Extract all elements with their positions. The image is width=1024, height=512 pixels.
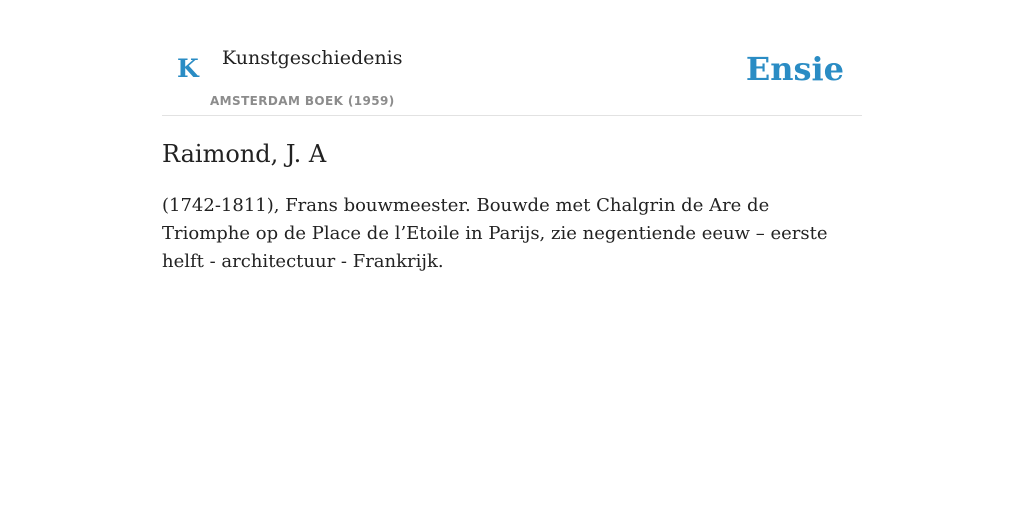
- entry-title: Raimond, J. A: [162, 140, 327, 168]
- book-logo-icon: K: [177, 54, 199, 83]
- site-header: [162, 0, 862, 116]
- entry-body: (1742-1811), Frans bouwmeester. Bouwde met Chalgrin de Are de Triomphe op de Place de l’Etoile in Parijs, zie negentiende eeuw – eerste helft - architectuur - Frankrijk.: [162, 195, 828, 272]
- page: [162, 0, 862, 272]
- brand-logo-link[interactable]: Ensie: [745, 50, 844, 88]
- book-title-link[interactable]: Kunstgeschiedenis: [222, 47, 403, 69]
- book-subtitle: AMSTERDAM BOEK (1959): [210, 94, 395, 108]
